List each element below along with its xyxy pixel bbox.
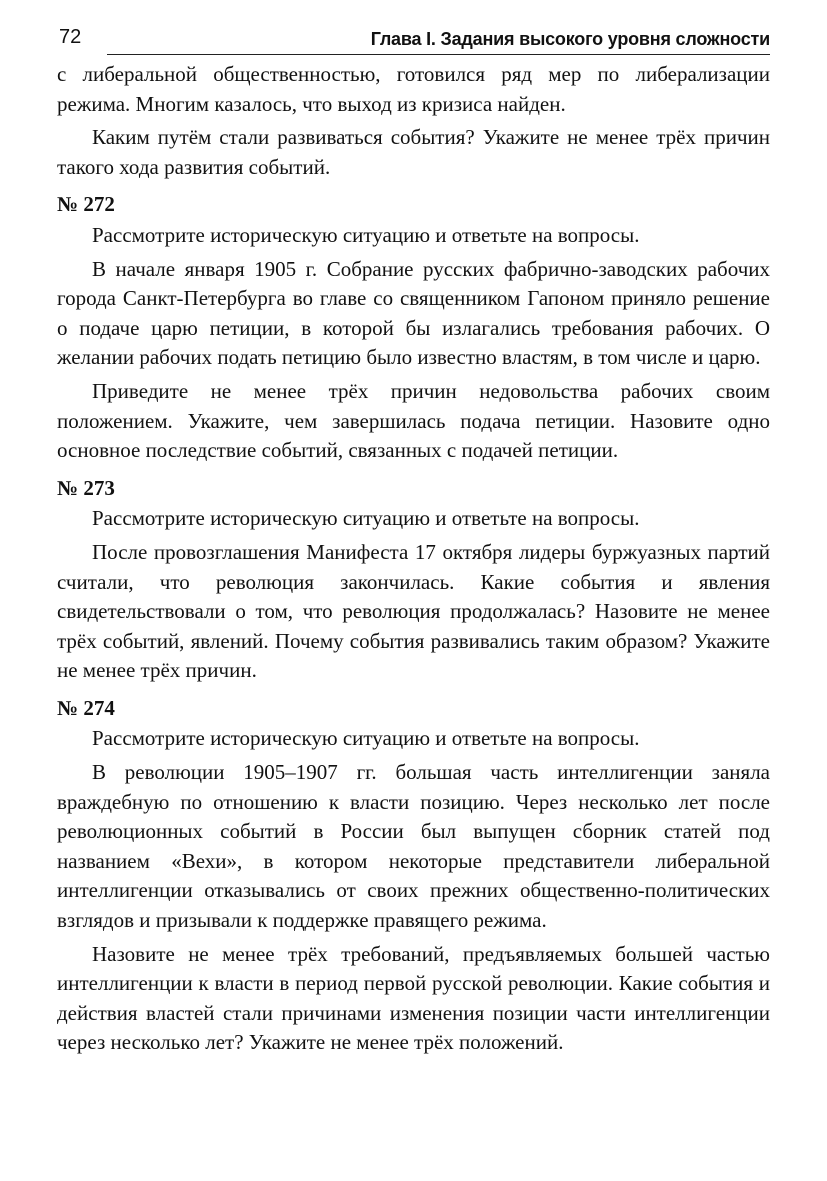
task-situation: В начале января 1905 г. Собрание русских фабрично-заводских рабочих города Санкт-Петербурга во главе со священником Гапоном приняло решение о подаче царю петиции, в которой бы излагались требования рабочих. О желании рабочих подать петицию было известно властям, в том числе и царю.: [57, 256, 770, 370]
page-body: [57, 60, 770, 1058]
page-header: [57, 22, 770, 60]
task-273: [57, 474, 770, 686]
page-number: 72: [59, 26, 82, 48]
task-number: № 274: [57, 695, 115, 720]
intro-question: Каким путём стали развиваться события? Укажите не менее трёх причин такого хода развития событий.: [57, 125, 770, 179]
task-situation: В революции 1905–1907 гг. большая часть интеллигенции заняла враждебную по отношению к власти позицию. Через несколько лет после революционных событий в России был выпущен сборник статей под названием «Вехи», в котором некоторые представители либеральной интеллигенции отказывались от своих прежних общественно-политических взглядов и призывали к поддержке правящего режима.: [57, 760, 770, 933]
task-274: [57, 694, 770, 1058]
intro-continuation: с либеральной общественностью, готовился ряд мер по либерализации режима. Многим казалось, что выход из кризиса найден.: [57, 62, 770, 116]
task-instruction: Рассмотрите историческую ситуацию и ответьте на вопросы.: [92, 726, 640, 751]
task-272: [57, 190, 770, 465]
task-situation: После провозглашения Манифеста 17 октября лидеры буржуазных партий считали, что революция закончилась. Какие события и явления свидетельствовали о том, что революция продолжалась? Назовите не менее трёх событий, явлений. Почему события развивались таким образом? Укажите не менее трёх причин.: [57, 539, 770, 683]
running-title: Глава I. Задания высокого уровня сложности: [370, 29, 770, 49]
task-instruction: Рассмотрите историческую ситуацию и ответьте на вопросы.: [92, 506, 640, 531]
book-page: [57, 22, 770, 1058]
task-instruction: Рассмотрите историческую ситуацию и ответьте на вопросы.: [92, 222, 640, 247]
task-question: Назовите не менее трёх требований, предъявляемых большей частью интеллигенции к власти в период первой русской революции. Какие события и действия властей стали причинами изменения позиции части интеллигенции через несколько лет? Укажите не менее трёх положений.: [57, 941, 770, 1055]
header-rule: [107, 54, 770, 55]
task-number: № 272: [57, 192, 115, 217]
task-number: № 273: [57, 475, 115, 500]
task-question: Приведите не менее трёх причин недовольства рабочих своим положением. Укажите, чем завершилась подача петиции. Назовите одно основное последствие событий, связанных с подачей петиции.: [57, 378, 770, 463]
